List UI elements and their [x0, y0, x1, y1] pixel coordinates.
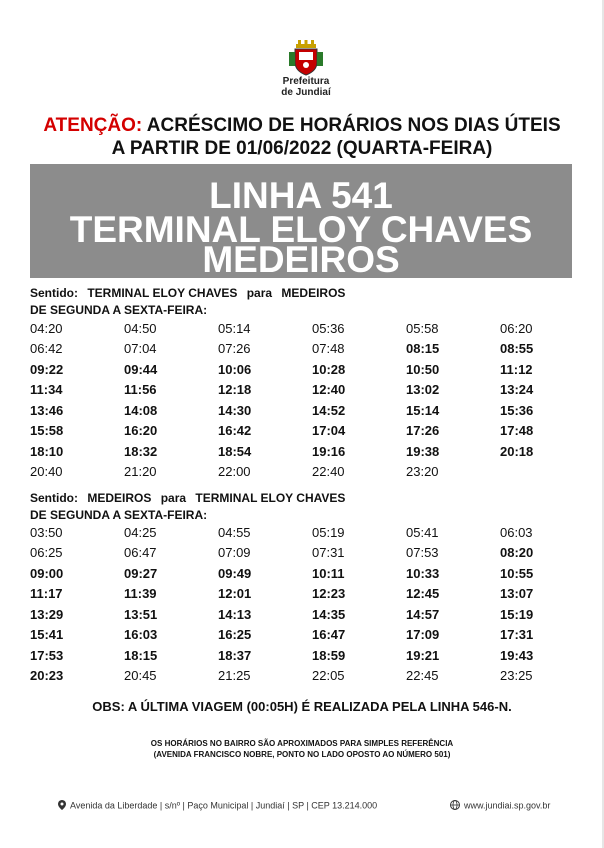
- time-cell: 07:48: [312, 341, 345, 357]
- time-row: [30, 359, 560, 380]
- location-pin-icon: [58, 800, 66, 812]
- time-cell: 22:00: [218, 464, 251, 480]
- time-cell: 11:12: [500, 361, 533, 377]
- time-cell: 22:45: [406, 668, 439, 684]
- time-row: [30, 400, 560, 421]
- time-cell: 15:58: [30, 423, 64, 439]
- time-cell: 05:14: [218, 320, 251, 336]
- time-cell: 04:55: [218, 524, 251, 540]
- time-cell: 06:03: [500, 524, 533, 540]
- attention-text-1: ACRÉSCIMO DE HORÁRIOS NOS DIAS ÚTEIS: [142, 115, 561, 136]
- time-cell: 20:45: [124, 668, 157, 684]
- time-cell: 12:01: [218, 586, 252, 602]
- time-row: [30, 339, 560, 360]
- time-row: [30, 604, 560, 625]
- time-cell: 18:54: [218, 443, 252, 459]
- time-cell: 12:40: [312, 382, 346, 398]
- time-cell: 14:30: [218, 402, 252, 418]
- time-cell: 11:17: [30, 586, 63, 602]
- sentido-from: TERMINAL ELOY CHAVES: [87, 286, 238, 300]
- time-cell: 05:41: [406, 524, 439, 540]
- time-cell: 13:46: [30, 402, 64, 418]
- logo-line-1: Prefeitura: [282, 76, 330, 87]
- time-cell: 23:20: [406, 464, 439, 480]
- time-cell: 05:19: [312, 524, 345, 540]
- time-cell: 06:47: [124, 545, 157, 561]
- coat-of-arms-icon: [287, 38, 325, 76]
- time-cell: 14:08: [124, 402, 158, 418]
- time-cell: [500, 462, 560, 483]
- time-cell: 10:33: [406, 565, 440, 581]
- time-row: [30, 563, 560, 584]
- time-cell: 15:36: [500, 402, 534, 418]
- time-cell: 07:04: [124, 341, 157, 357]
- time-cell: 17:31: [500, 627, 534, 643]
- time-cell: 05:58: [406, 320, 439, 336]
- time-row: [30, 441, 560, 462]
- sentido-to: TERMINAL ELOY CHAVES: [195, 491, 346, 505]
- time-cell: 21:25: [218, 668, 251, 684]
- time-cell: 23:25: [500, 668, 533, 684]
- time-cell: 09:27: [124, 565, 158, 581]
- time-cell: 15:14: [406, 402, 440, 418]
- time-cell: 13:02: [406, 382, 440, 398]
- city-logo: [276, 38, 336, 98]
- time-cell: 07:09: [218, 545, 251, 561]
- time-cell: 16:03: [124, 627, 158, 643]
- time-cell: 19:21: [406, 647, 440, 663]
- footer-website: [450, 800, 550, 812]
- time-cell: 14:52: [312, 402, 346, 418]
- time-cell: 10:28: [312, 361, 346, 377]
- time-cell: 17:48: [500, 423, 534, 439]
- attention-label: ATENÇÃO:: [43, 115, 143, 136]
- observation: OBS: A ÚLTIMA VIAGEM (00:05H) É REALIZADA PELA LINHA 546-N.: [92, 699, 512, 714]
- time-row: [30, 522, 560, 543]
- attention-text-2: A PARTIR DE 01/06/2022 (QUARTA-FEIRA): [111, 138, 493, 159]
- sentido-para: para: [160, 491, 187, 505]
- section-2-header: [30, 491, 351, 522]
- sentido-label: Sentido:: [30, 286, 78, 300]
- sentido-from: MEDEIROS: [87, 491, 152, 505]
- time-cell: 12:18: [218, 382, 252, 398]
- time-cell: 16:42: [218, 423, 252, 439]
- banner-origin: TERMINAL ELOY CHAVES: [69, 209, 533, 250]
- time-cell: 19:43: [500, 647, 534, 663]
- globe-icon: [450, 800, 460, 812]
- address-text: Avenida da Liberdade | s/nº | Paço Municipal | Jundiaí | SP | CEP 13.214.000: [70, 800, 378, 811]
- time-cell: 16:25: [218, 627, 252, 643]
- note-line-1: OS HORÁRIOS NO BAIRRO SÃO APROXIMADOS PARA SIMPLES REFERÊNCIA: [150, 739, 454, 748]
- time-cell: 05:36: [312, 320, 345, 336]
- time-cell: 13:29: [30, 606, 64, 622]
- time-cell: 08:55: [500, 341, 534, 357]
- time-cell: 06:42: [30, 341, 63, 357]
- time-cell: 14:57: [406, 606, 440, 622]
- sentido-para: para: [246, 286, 273, 300]
- time-row: [30, 543, 560, 564]
- time-cell: 18:32: [124, 443, 158, 459]
- time-cell: 10:55: [500, 565, 534, 581]
- time-cell: 15:41: [30, 627, 64, 643]
- time-cell: 06:25: [30, 545, 63, 561]
- time-cell: 12:45: [406, 586, 440, 602]
- time-cell: 08:20: [500, 545, 534, 561]
- website-link[interactable]: www.jundiai.sp.gov.br: [464, 800, 551, 811]
- time-cell: 15:19: [500, 606, 534, 622]
- time-cell: 17:53: [30, 647, 64, 663]
- banner-line-number: LINHA 541: [209, 175, 393, 216]
- time-cell: 20:23: [30, 668, 64, 684]
- time-cell: 17:09: [406, 627, 440, 643]
- footer-address: [58, 800, 377, 812]
- time-cell: 17:04: [312, 423, 346, 439]
- time-cell: 19:16: [312, 443, 346, 459]
- time-cell: 18:59: [312, 647, 346, 663]
- sentido-to: MEDEIROS: [281, 286, 346, 300]
- days-label: DE SEGUNDA A SEXTA-FEIRA:: [30, 508, 208, 522]
- time-cell: 11:34: [30, 382, 63, 398]
- time-cell: 12:23: [312, 586, 346, 602]
- time-cell: 13:51: [124, 606, 158, 622]
- time-cell: 04:50: [124, 320, 157, 336]
- time-cell: 21:20: [124, 464, 157, 480]
- time-row: [30, 645, 560, 666]
- time-cell: 11:56: [124, 382, 157, 398]
- time-cell: 10:11: [312, 565, 345, 581]
- time-cell: 09:22: [30, 361, 64, 377]
- time-cell: 07:26: [218, 341, 251, 357]
- time-cell: 22:40: [312, 464, 345, 480]
- time-cell: 18:10: [30, 443, 64, 459]
- time-cell: 10:50: [406, 361, 440, 377]
- time-cell: 10:06: [218, 361, 252, 377]
- attention-notice: [0, 114, 604, 160]
- note-line-2: (AVENIDA FRANCISCO NOBRE, PONTO NO LADO OPOSTO AO NÚMERO 501): [153, 750, 451, 759]
- section-1-header: [30, 286, 351, 317]
- time-row: [30, 380, 560, 401]
- time-cell: 06:20: [500, 320, 533, 336]
- time-cell: 16:47: [312, 627, 346, 643]
- time-cell: 09:00: [30, 565, 64, 581]
- time-cell: 07:53: [406, 545, 439, 561]
- time-cell: 13:24: [500, 382, 534, 398]
- time-cell: 18:37: [218, 647, 252, 663]
- reference-note: [0, 738, 604, 760]
- time-cell: 14:35: [312, 606, 346, 622]
- time-cell: 07:31: [312, 545, 345, 561]
- time-cell: 11:39: [124, 586, 157, 602]
- time-cell: 17:26: [406, 423, 440, 439]
- sentido-label: Sentido:: [30, 491, 78, 505]
- banner-destination: MEDEIROS: [202, 239, 400, 280]
- time-row: [30, 421, 560, 442]
- time-cell: 03:50: [30, 524, 63, 540]
- logo-line-2: de Jundiaí: [281, 87, 331, 98]
- time-cell: 04:25: [124, 524, 157, 540]
- time-cell: 16:20: [124, 423, 158, 439]
- time-cell: 08:15: [406, 341, 440, 357]
- days-label: DE SEGUNDA A SEXTA-FEIRA:: [30, 303, 208, 317]
- time-cell: 20:40: [30, 464, 63, 480]
- time-cell: 14:13: [218, 606, 252, 622]
- time-row: [30, 462, 560, 483]
- schedule-table-1: [30, 318, 560, 482]
- line-banner: [30, 164, 572, 278]
- time-cell: 13:07: [500, 586, 534, 602]
- time-row: [30, 318, 560, 339]
- time-row: [30, 625, 560, 646]
- time-row: [30, 584, 560, 605]
- time-cell: 04:20: [30, 320, 63, 336]
- time-cell: 22:05: [312, 668, 345, 684]
- time-cell: 18:15: [124, 647, 158, 663]
- time-cell: 09:44: [124, 361, 158, 377]
- time-cell: 19:38: [406, 443, 440, 459]
- time-cell: 09:49: [218, 565, 252, 581]
- time-cell: 20:18: [500, 443, 534, 459]
- time-row: [30, 666, 560, 687]
- schedule-table-2: [30, 522, 560, 686]
